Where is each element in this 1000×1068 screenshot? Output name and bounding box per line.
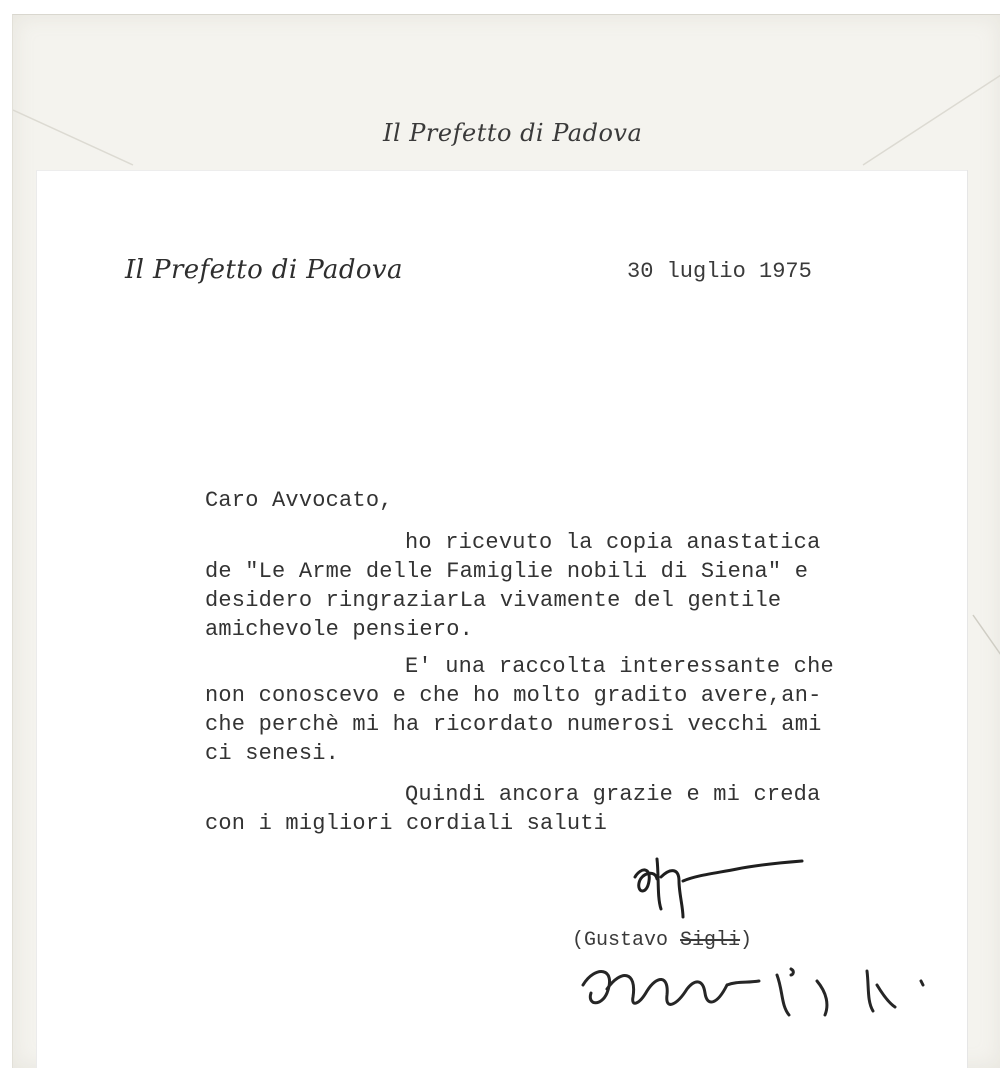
body-line-7: che perchè mi ha ricordato numerosi vecchi ami bbox=[205, 712, 822, 737]
body-line-10: con i migliori cordiali saluti bbox=[205, 811, 608, 836]
letterhead: Il Prefetto di Padova bbox=[125, 255, 403, 285]
signatory-name-close: ) bbox=[740, 929, 753, 952]
body-line-4: amichevole pensiero. bbox=[205, 617, 474, 642]
letter-sheet bbox=[36, 170, 967, 1068]
body-line-3: desidero ringraziarLa vivamente del gentile bbox=[205, 588, 782, 613]
envelope-letterhead: Il Prefetto di Padova bbox=[383, 119, 643, 147]
handwritten-signature bbox=[577, 945, 957, 1025]
body-line-9: Quindi ancora grazie e mi creda bbox=[405, 782, 821, 807]
salutation: Caro Avvocato, bbox=[205, 488, 393, 513]
signatory-surname: Sigli bbox=[680, 929, 741, 952]
body-line-1: ho ricevuto la copia anastatica bbox=[405, 530, 821, 555]
letter-date: 30 luglio 1975 bbox=[627, 259, 812, 284]
body-line-6: non conoscevo e che ho molto gradito avere,an- bbox=[205, 683, 822, 708]
handwritten-initials bbox=[627, 847, 827, 927]
body-line-8: ci senesi. bbox=[205, 741, 340, 766]
body-line-2: de "Le Arme delle Famiglie nobili di Siena" e bbox=[205, 559, 809, 584]
signatory-name-open: (Gustavo bbox=[572, 929, 681, 952]
body-line-5: E' una raccolta interessante che bbox=[405, 654, 834, 679]
